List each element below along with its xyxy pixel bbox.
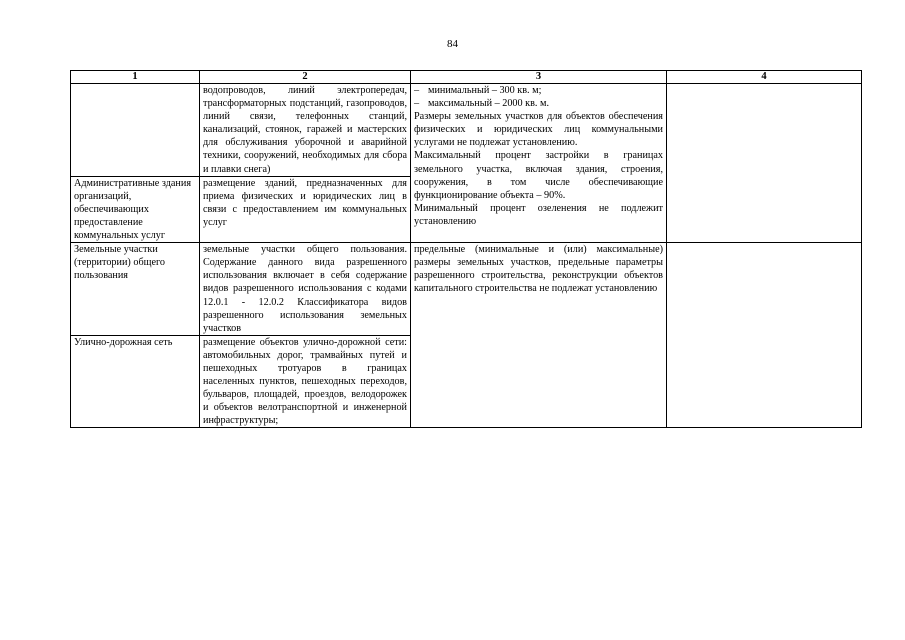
row4-col2: размещение объектов улично-дорожной сети: автомобильных дорог, трамвайных путей и пешеходных тротуаров в границах населенных пунктов, пешеходных переходов, бульваров, площадей, проездов, велодорожек и объектов велотранспортной и инженерной инфраструктуры; [200,335,411,428]
row2-col2: размещение зданий, предназначенных для приема физических и юридических лиц в связи с предоставлением им коммунальных услуг [200,176,411,242]
row1-col2: водопроводов, линий электропередач, трансформаторных подстанций, газопроводов, линий связи, телефонных станций, канализаций, стоянок, гаражей и мастерских для обслуживания уборочной и аварийной техники, сооружений, необходимых для сбора и плавки снега) [200,84,411,177]
table-row [71,243,862,336]
bullet-max: – максимальный – 2000 кв. м. [414,98,549,110]
row4-col1: Улично-дорожная сеть [71,335,200,428]
column-header-4: 4 [667,71,862,84]
col3-para-1: Размеры земельных участков для объектов обеспечения физических и юридических лиц коммунальными услугами не подлежат установлению. [414,111,663,149]
row1-col1 [71,84,200,177]
col4-group1 [667,84,862,243]
bullet-min: – минимальный – 300 кв. м; [414,85,542,96]
col3-para-2: Максимальный процент застройки в границах земельного участка, включая здания, строения, сооружения, в том числе обеспечивающие функционирование объекта – 90%. [414,150,663,201]
page-number: 84 [447,38,458,50]
col4-group2 [667,243,862,428]
row2-col1: Административные здания организаций, обеспечивающих предоставление коммунальных услуг [71,176,200,242]
table-row [71,84,862,177]
col3-group1 [411,84,667,243]
row3-col2: земельные участки общего пользования. Содержание данного вида разрешенного использования включает в себя содержание видов разрешенного использования с кодами 12.0.1 - 12.0.2 Классификатора видов разрешенного использования земельных участков [200,243,411,336]
col3-para-3: Минимальный процент озеленения не подлежит установлению [414,202,663,227]
zoning-table [70,70,862,428]
col3-group2-para: предельные (минимальные и (или) максимальные) размеры земельных участков, предельные параметры разрешенного строительства, реконструкции объектов капитального строительства не подлежат установлению [414,244,663,295]
column-header-1: 1 [71,71,200,84]
row3-col1: Земельные участки (территории) общего пользования [71,243,200,336]
column-header-2: 2 [200,71,411,84]
column-header-3: 3 [411,71,667,84]
table-header-row [71,71,862,84]
col3-group2 [411,243,667,428]
